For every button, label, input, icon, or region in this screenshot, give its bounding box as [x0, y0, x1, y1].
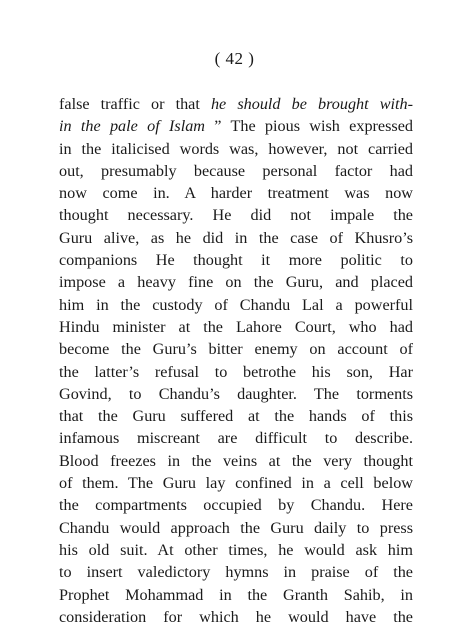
text-line: Govind, to Chandu’s daughter. The torments [59, 384, 413, 403]
text-run: ” The pious wish expressed [204, 117, 413, 136]
text-line: him in the custody of Chandu Lal a powerful [59, 295, 413, 314]
text-line: Hindu minister at the Lahore Court, who had [59, 317, 413, 336]
text-line: companions He thought it more politic to [59, 251, 413, 270]
text-line: now come in. A harder treatment was now [59, 184, 413, 203]
text-line [59, 115, 413, 137]
text-line: the latter’s refusal to betrothe his son, Har [59, 362, 413, 381]
text-line [59, 93, 413, 115]
text-line: become the Guru’s bitter enemy on account of [59, 340, 413, 359]
text-line: infamous miscreant are difficult to describe. [59, 429, 413, 448]
italic-run: he should be brought with- [210, 95, 414, 113]
text-line: to insert valedictory hymns in praise of the [59, 563, 413, 582]
italic-run: in the pale of Islam [59, 117, 205, 136]
text-line: Prophet Mohammad in the Granth Sahib, in [59, 585, 413, 604]
text-run: false traffic or that [59, 95, 211, 113]
text-line: Chandu would approach the Guru daily to press [59, 518, 413, 537]
text-line: Guru alive, as he did in the case of Khusro’s [59, 228, 413, 247]
text-line: consideration for which he would have the [59, 607, 413, 626]
text-line: the compartments occupied by Chandu. Here [59, 496, 413, 515]
text-line: thought necessary. He did not impale the [59, 206, 413, 225]
text-line: of them. The Guru lay confined in a cell below [59, 474, 413, 493]
text-line: out, presumably because personal factor had [59, 161, 413, 180]
page-number: ( 42 ) [214, 49, 255, 68]
text-line: that the Guru suffered at the hands of this [59, 407, 413, 426]
text-line: impose a heavy fine on the Guru, and placed [59, 273, 413, 292]
text-line: his old suit. At other times, he would ask him [59, 540, 413, 559]
body-text [59, 93, 413, 628]
text-line: in the italicised words was, however, not carried [59, 139, 413, 158]
text-line: Blood freezes in the veins at the very thought [59, 451, 413, 470]
